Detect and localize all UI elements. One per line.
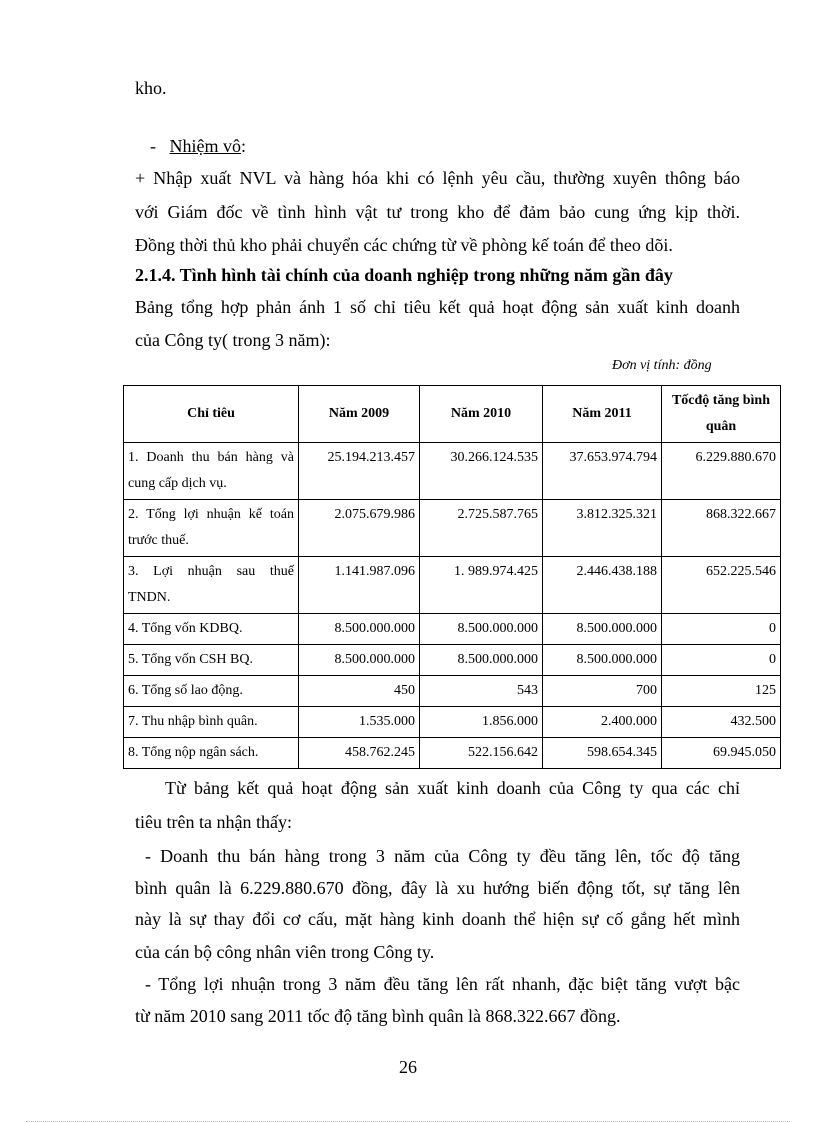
conclusion-line: tiêu trên ta nhận thấy:	[135, 812, 292, 832]
unit-note: Đơn vị tính: đồng	[612, 358, 712, 373]
header-chi-tieu: Chỉ tiêu	[124, 386, 299, 443]
cell-2011: 3.812.325.321	[543, 500, 662, 557]
cell-growth: 0	[662, 614, 781, 645]
conclusion-line: từ năm 2010 sang 2011 tốc độ tăng bình quân là 868.322.667 đồng.	[135, 1006, 621, 1026]
cell-2010: 522.156.642	[420, 738, 543, 769]
cell-2010: 1. 989.974.425	[420, 557, 543, 614]
table-header-row	[124, 386, 781, 443]
cell-2010: 543	[420, 676, 543, 707]
table-row	[124, 645, 781, 676]
row-label: 3. Lợi nhuận sau thuế TNDN.	[124, 557, 299, 614]
cell-2011: 8.500.000.000	[543, 614, 662, 645]
cell-2009: 1.141.987.096	[299, 557, 420, 614]
table-row	[124, 614, 781, 645]
cell-2011: 2.446.438.188	[543, 557, 662, 614]
cell-growth: 125	[662, 676, 781, 707]
cell-2010: 8.500.000.000	[420, 645, 543, 676]
cell-growth: 0	[662, 645, 781, 676]
table-row	[124, 557, 781, 614]
cell-2009: 2.075.679.986	[299, 500, 420, 557]
cell-2011: 598.654.345	[543, 738, 662, 769]
row-label: 1. Doanh thu bán hàng và cung cấp dịch vụ.	[124, 443, 299, 500]
conclusion-line: Từ bảng kết quả hoạt động sản xuất kinh doanh của Công ty qua các chỉ	[165, 778, 740, 798]
header-2011: Năm 2011	[543, 386, 662, 443]
cell-2009: 8.500.000.000	[299, 645, 420, 676]
cell-2009: 1.535.000	[299, 707, 420, 738]
cell-2011: 700	[543, 676, 662, 707]
row-label: 7. Thu nhập bình quân.	[124, 707, 299, 738]
row-label: 6. Tổng số lao động.	[124, 676, 299, 707]
page-bottom-divider	[26, 1121, 790, 1122]
task-heading	[150, 134, 246, 158]
cell-2009: 25.194.213.457	[299, 443, 420, 500]
cell-2009: 8.500.000.000	[299, 614, 420, 645]
intro-line: Bảng tổng hợp phản ánh 1 số chỉ tiêu kết quả hoạt động sản xuất kinh doanh	[135, 297, 740, 317]
conclusion-line: bình quân là 6.229.880.670 đồng, đây là xu hướng biến động tốt, sự tăng lên	[135, 878, 740, 898]
table-row	[124, 500, 781, 557]
task-line: + Nhập xuất NVL và hàng hóa khi có lệnh yêu cầu, thường xuyên thông báo	[135, 168, 740, 188]
cell-2009: 450	[299, 676, 420, 707]
conclusion-line: của cán bộ công nhân viên trong Công ty.	[135, 942, 435, 962]
intro-line: của Công ty( trong 3 năm):	[135, 330, 331, 350]
task-dash: -	[150, 136, 156, 156]
task-colon: :	[241, 136, 247, 156]
cell-2011: 37.653.974.794	[543, 443, 662, 500]
table-row	[124, 443, 781, 500]
header-growth: Tốcđộ tăng bình quân	[662, 386, 781, 443]
cell-growth: 868.322.667	[662, 500, 781, 557]
cell-2010: 1.856.000	[420, 707, 543, 738]
task-line: Đồng thời thủ kho phải chuyển các chứng từ về phòng kế toán để theo dõi.	[135, 235, 673, 255]
text-line-kho: kho.	[135, 78, 167, 98]
row-label: 2. Tổng lợi nhuận kế toán trước thuế.	[124, 500, 299, 557]
table-row	[124, 738, 781, 769]
cell-growth: 6.229.880.670	[662, 443, 781, 500]
cell-2010: 2.725.587.765	[420, 500, 543, 557]
section-heading: 2.1.4. Tình hình tài chính của doanh nghiệp trong những năm gần đây	[135, 265, 673, 285]
task-label: Nhiệm vô	[169, 136, 241, 156]
conclusion-line: - Tổng lợi nhuận trong 3 năm đều tăng lên rất nhanh, đặc biệt tăng vượt bậc	[145, 974, 740, 994]
row-label: 8. Tổng nộp ngân sách.	[124, 738, 299, 769]
cell-2010: 30.266.124.535	[420, 443, 543, 500]
financial-table	[123, 385, 781, 769]
row-label: 5. Tổng vốn CSH BQ.	[124, 645, 299, 676]
cell-2011: 2.400.000	[543, 707, 662, 738]
cell-growth: 432.500	[662, 707, 781, 738]
cell-2009: 458.762.245	[299, 738, 420, 769]
page-number: 26	[399, 1057, 417, 1077]
header-2009: Năm 2009	[299, 386, 420, 443]
task-line: với Giám đốc về tình hình vật tư trong kho để đảm bảo cung ứng kịp thời.	[135, 202, 740, 222]
header-2010: Năm 2010	[420, 386, 543, 443]
table-row	[124, 707, 781, 738]
cell-growth: 69.945.050	[662, 738, 781, 769]
cell-2010: 8.500.000.000	[420, 614, 543, 645]
cell-growth: 652.225.546	[662, 557, 781, 614]
row-label: 4. Tổng vốn KDBQ.	[124, 614, 299, 645]
cell-2011: 8.500.000.000	[543, 645, 662, 676]
conclusion-line: - Doanh thu bán hàng trong 3 năm của Công ty đều tăng lên, tốc độ tăng	[145, 846, 740, 866]
table-row	[124, 676, 781, 707]
conclusion-line: này là sự thay đổi cơ cấu, mặt hàng kinh doanh thể hiện sự cố gắng hết mình	[135, 909, 740, 929]
